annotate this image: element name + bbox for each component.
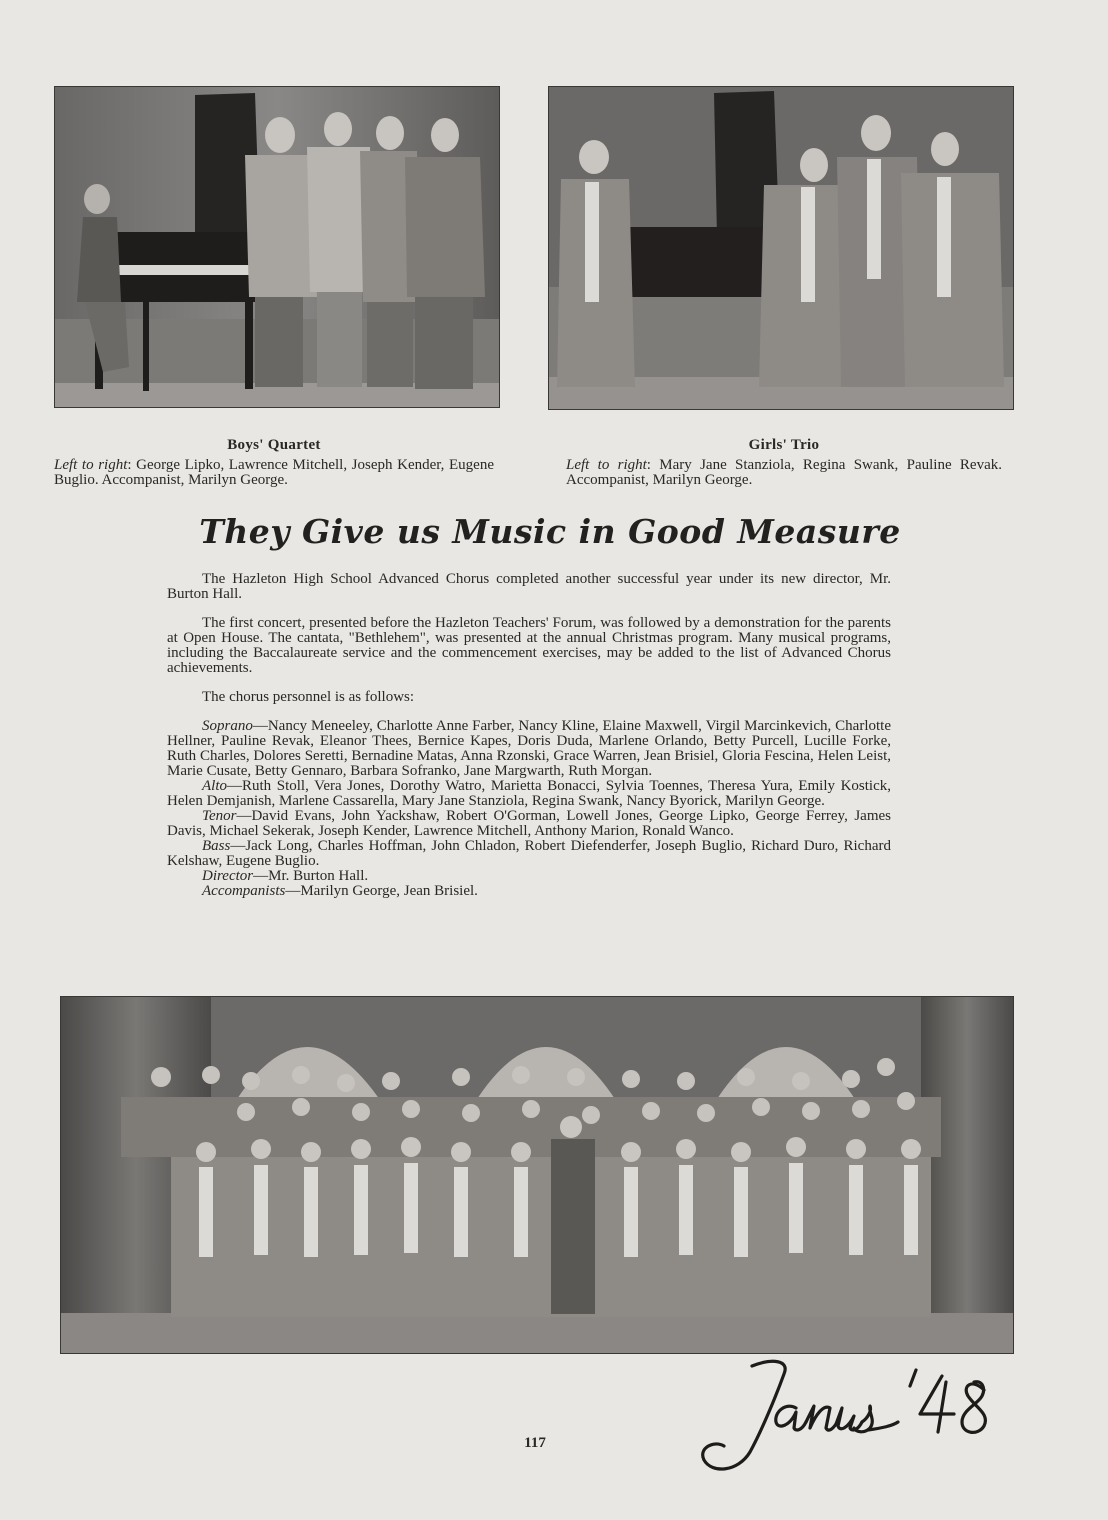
personnel-bass — [167, 839, 891, 869]
personnel-list — [167, 719, 891, 899]
voice-names: —Jack Long, Charles Hoffman, John Chladon, Robert Diefenderfer, Joseph Buglio, Richard Duro, Richard Kelshaw, Eugene Buglio. — [167, 838, 891, 869]
page-number: 117 — [524, 1435, 546, 1451]
voice-label: Accompanists — [202, 883, 286, 899]
voice-label: Soprano — [202, 718, 253, 734]
janus-signature-logo — [692, 1352, 1012, 1482]
girls-trio-lead: Left to right — [566, 457, 647, 473]
voice-label: Tenor — [202, 808, 237, 824]
personnel-soprano — [167, 719, 891, 779]
girls-trio-names: : Mary Jane Stanziola, Regina Swank, Pauline Revak. Accompanist, Marilyn George. — [566, 457, 1002, 488]
personnel-accompanists — [167, 884, 891, 899]
voice-names: —Marilyn George, Jean Brisiel. — [285, 883, 478, 899]
voice-label: Director — [202, 868, 254, 884]
girls-trio-text — [566, 458, 1002, 488]
voice-names: —Ruth Stoll, Vera Jones, Dorothy Watro, Marietta Bonacci, Sylvia Toennes, Theresa Yura, Emily Kostick, Helen Demjanish, Marlene Cassarella, Mary Jane Stanziola, Regina Swank, Nancy Byorick, Marilyn George. — [167, 778, 891, 809]
voice-label: Bass — [202, 838, 231, 854]
voice-label: Alto — [202, 778, 227, 794]
boys-quartet-names: : George Lipko, Lawrence Mitchell, Joseph Kender, Eugene Buglio. Accompanist, Marilyn George. — [54, 457, 494, 488]
article-paragraph: The first concert, presented before the Hazleton Teachers' Forum, was followed by a demonstration for the parents at Open House. The cantata, "Bethlehem", was presented at the annual Christmas program. Many musical programs, including the Baccalaureate service and the commencement exercises, may be added to the list of Advanced Chorus achievements. — [167, 615, 891, 676]
personnel-director — [167, 869, 891, 884]
article-paragraph: The chorus personnel is as follows: — [202, 689, 415, 705]
girls-trio-photo — [548, 86, 1014, 410]
article-paragraph: The Hazleton High School Advanced Chorus completed another successful year under its new director, Mr. Burton Hall. — [167, 571, 891, 602]
personnel-alto — [167, 779, 891, 809]
boys-quartet-lead: Left to right — [54, 457, 128, 473]
boys-quartet-caption — [54, 438, 494, 488]
personnel-tenor — [167, 809, 891, 839]
article-body — [167, 572, 891, 899]
boys-quartet-photo — [54, 86, 500, 408]
chorus-photo — [60, 996, 1014, 1354]
voice-names: —Nancy Meneeley, Charlotte Anne Farber, Nancy Kline, Elaine Maxwell, Virgil Marcinkevich, Charlotte Hellner, Pauline Revak, Eleanor Thees, Bernice Kapes, Doris Duda, Marlene Orlando, Betty Purcell, Lucille Forke, Ruth Charles, Dolores Seretti, Bernadine Matas, Anna Rzonski, Grace Warren, Jean Brisiel, Gloria Fescina, Helen Leist, Marie Cusate, Betty Gennaro, Barbara Sofranko, Jane Margwarth, Ruth Morgan. — [167, 718, 891, 779]
girls-trio-caption — [566, 438, 1002, 488]
girls-trio-title: Girls' Trio — [748, 437, 820, 453]
boys-quartet-text — [54, 458, 494, 488]
voice-names: —David Evans, John Yackshaw, Robert O'Gorman, Lowell Jones, George Lipko, George Ferrey, James Davis, Michael Sekerak, Joseph Kender, Lawrence Mitchell, Anthony Marion, Ronald Wanco. — [167, 808, 891, 839]
boys-quartet-title: Boys' Quartet — [227, 437, 321, 453]
page-headline: They Give us Music in Good Measure — [199, 512, 901, 551]
voice-names: —Mr. Burton Hall. — [253, 868, 369, 884]
